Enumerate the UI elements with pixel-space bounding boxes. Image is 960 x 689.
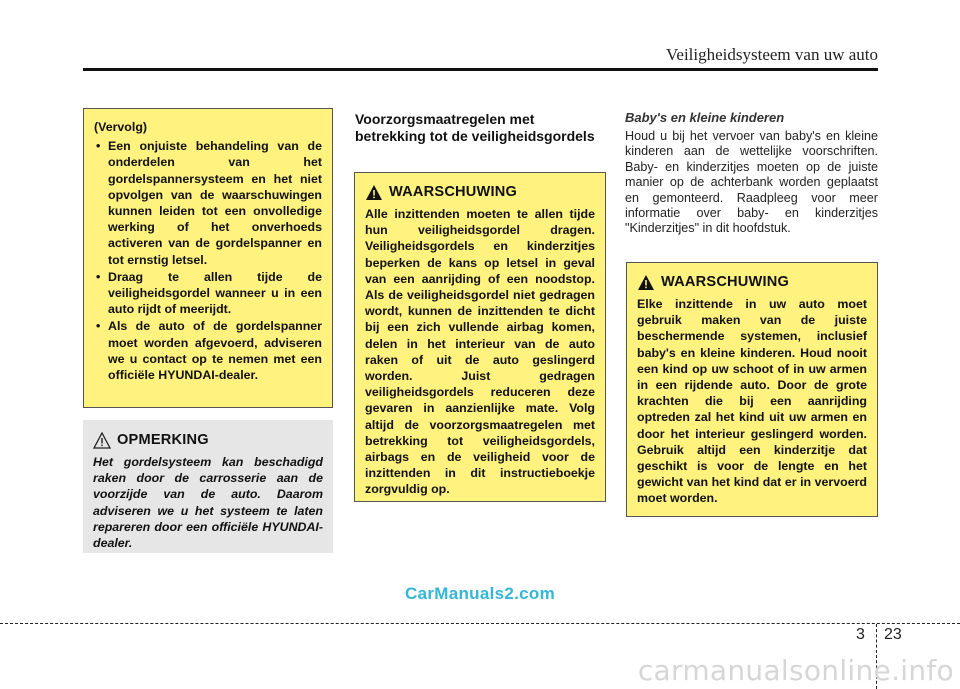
- list-item: • Als de auto of de gordelspanner moet worden afgevoerd, adviseren we u contact op te nemen met een officiële HYUNDAI-dealer.: [94, 318, 322, 383]
- running-header: Veiligheidsysteem van uw auto: [666, 45, 878, 64]
- warning-text: Alle inzittenden moeten te allen tijde hun veiligheidsgordel dragen. Veiligheidsgordels en kinderzitjes beperken de kans op letsel in geval van een aanrijding of een noodstop. Als de veiligheidsgordel niet gedragen wordt, kunnen de inzittenden te dicht bij een zich vullende airbag komen, delen in het interieur van de auto raken of uit de auto geslingerd worden. Juist gedragen veiligheidsgordels reduceren deze gevaren in aanzienlijke mate. Volg altijd de voorzorgsmaatregelen met betrekking tot veiligheidsgordels, airbags en de veiligheid voor de inzittenden in dit instructieboekje zorgvuldig op.: [365, 207, 595, 497]
- warning-box-seatbelts: [354, 172, 606, 502]
- list-item: • Draag te allen tijde de veiligheidsgordel wanneer u in een auto rijdt of meerijdt.: [94, 269, 322, 318]
- subsection-title: Baby's en kleine kinderen: [625, 110, 785, 125]
- chapter-number: 3: [856, 626, 865, 643]
- note-heading-row: [93, 432, 323, 449]
- note-heading: OPMERKING: [117, 432, 209, 449]
- continued-warning-box: [83, 108, 333, 408]
- note-text: Het gordelsysteem kan beschadigd raken door de carrosserie aan de voorzijde van de auto. Daarom adviseren we u het systeem te laten repareren door een officiële HYUNDAI-dealer.: [93, 455, 323, 551]
- continued-label: (Vervolg): [94, 120, 148, 134]
- warning-heading-row: [365, 184, 595, 201]
- note-box: [83, 420, 333, 553]
- warning-heading: WAARSCHUWING: [661, 274, 790, 291]
- site-watermark: carmanualsonline.info: [637, 654, 954, 687]
- list-item: • Een onjuiste behandeling van de onderdelen van het gordelspannersysteem en het niet opvolgen van de waarschuwingen kunnen leiden tot een onvolledige werking of het onverhoeds activeren van de gordelspanner en tot ernstig letsel.: [94, 138, 322, 268]
- warning-box-children: [626, 262, 878, 517]
- header-rule: [83, 68, 878, 71]
- watermark-link[interactable]: CarManuals2.com: [405, 584, 555, 603]
- warning-outline-icon: [93, 432, 111, 449]
- page-number: 23: [884, 626, 902, 643]
- warning-heading-row: [637, 274, 867, 291]
- warning-filled-icon: [365, 184, 383, 201]
- warning-heading: WAARSCHUWING: [389, 184, 518, 201]
- body-paragraph: Houd u bij het vervoer van baby's en kleine kinderen aan de wettelijke voorschriften. Baby- en kinderzitjes moeten op de juiste manier op de achterbank worden geplaatst en gemonteerd. Raadpleeg voor meer informatie over baby- en kinderzitjes "Kinderzitjes" in dit hoofdstuk.: [625, 129, 878, 236]
- section-title: Voorzorgsmaatregelen met betrekking tot de veiligheidsgordels: [355, 111, 595, 144]
- bullet-list: [94, 138, 322, 383]
- warning-filled-icon: [637, 274, 655, 291]
- footer-divider: [0, 623, 960, 624]
- warning-text: Elke inzittende in uw auto moet gebruik maken van de juiste beschermende systemen, inclusief baby's en kleine kinderen. Houd nooit een kind op uw schoot of in uw armen in een rijdende auto. Door de grote krachten die bij een aanrijding optreden zal het kind uit uw armen en door het interieur geslingerd worden. Gebruik altijd een kinderzitje dat geschikt is voor de lengte en het gewicht van het kind dat er in vervoerd moet worden.: [637, 297, 867, 506]
